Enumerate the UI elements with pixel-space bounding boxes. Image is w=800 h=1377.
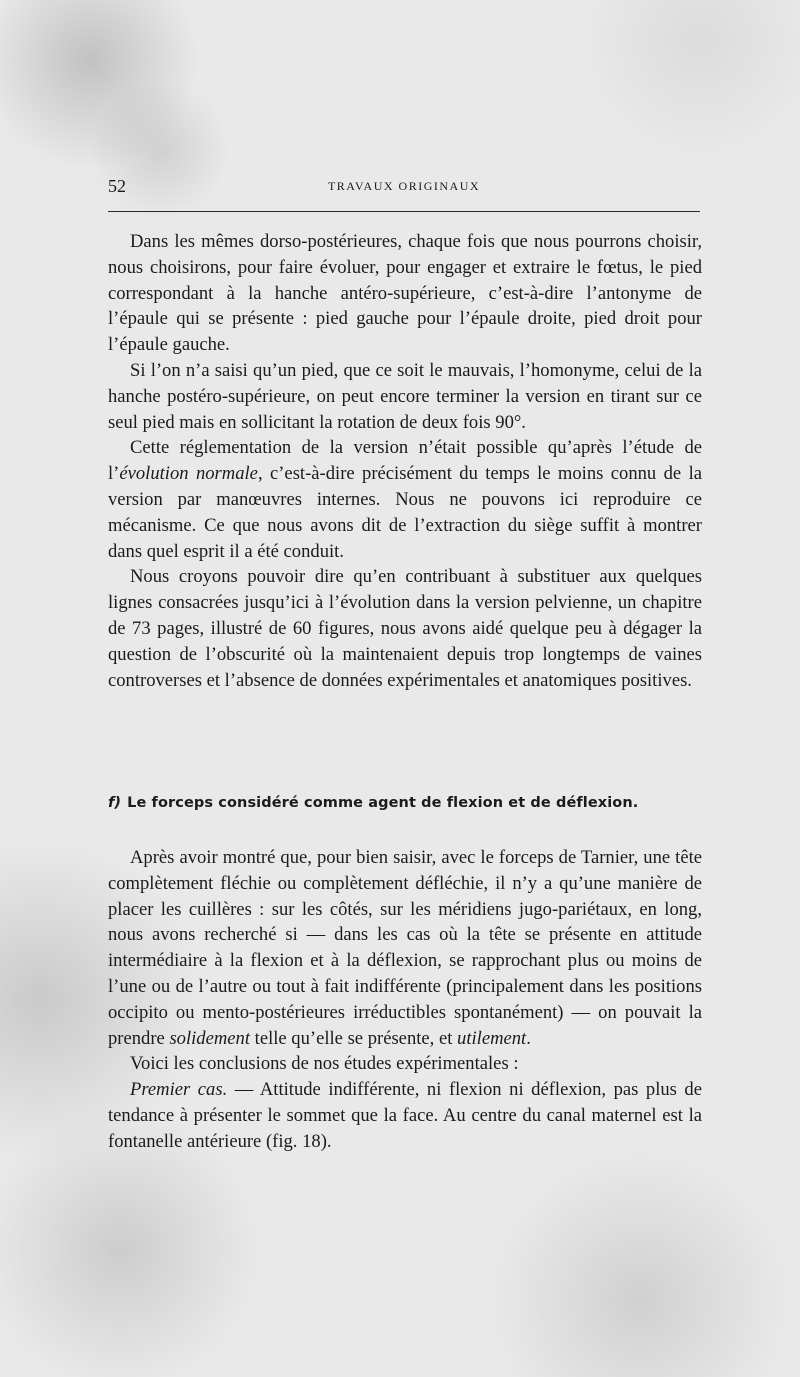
page-header (108, 176, 700, 200)
paragraph (108, 845, 702, 1051)
page-number: 52 (108, 176, 126, 196)
emphasis: solidement (169, 1027, 250, 1049)
body-text-bottom (108, 845, 702, 1155)
running-title: TRAVAUX ORIGINAUX (327, 179, 481, 193)
emphasis: utilement (457, 1027, 527, 1049)
text-run: Après avoir montré que, pour bien saisir, avec le forceps de Tarnier, une tête complètement fléchie ou complètement défléchie, il n’y a qu’une manière de placer les cuillères : sur les côtés, sur les méridiens jugo-pariétaux, en long, nous avons recherché si — dans les cas où la tête se présente en attitude intermédiaire à la flexion et à la déflexion, se rapprochant plus ou moins de l’une ou de l’autre ou tout à fait indifférente (principalement dans les positions occipito ou mento-postérieures irréductibles spontanément) — on pouvait la prendre (108, 847, 702, 1049)
text-run: Cette réglementation de la version n’était possible qu’après l’étude de l’ (108, 437, 702, 485)
text-run: . (526, 1027, 531, 1049)
body-text-top (108, 229, 702, 693)
text-run: telle qu’elle se présente, et (250, 1027, 458, 1049)
text-run: — Attitude indifférente, ni flexion ni déflexion, pas plus de tendance à présenter le sommet que la face. Au centre du canal maternel est la fontanelle antérieure (fig. 18). (108, 1079, 702, 1152)
section-label: f) (108, 795, 122, 811)
section-heading (108, 795, 702, 811)
paragraph (108, 1077, 702, 1154)
emphasis: évolution normale (119, 463, 258, 485)
paragraph: Si l’on n’a saisi qu’un pied, que ce soit le mauvais, l’homonyme, celui de la hanche postéro-supérieure, on peut encore terminer la version en tirant sur ce seul pied mais en sollicitant la rotation de deux fois 90°. (108, 359, 702, 433)
section-title: Le forceps considéré comme agent de flexion et de déflexion. (127, 795, 639, 811)
emphasis: Premier cas. (130, 1079, 228, 1101)
text-run: , c’est-à-dire précisément du temps le moins connu de la version par manœuvres internes. Nous ne pouvons ici reproduire ce mécanisme. Ce que nous avons dit de l’extraction du siège suffit à montrer dans quel esprit il a été conduit. (108, 463, 703, 562)
header-rule (108, 211, 700, 212)
paragraph: Voici les conclusions de nos études expérimentales : (130, 1053, 519, 1075)
paragraph: Nous croyons pouvoir dire qu’en contribuant à substituer aux quelques lignes consacrées jusqu’ici à l’évolution dans la version pelvienne, un chapitre de 73 pages, illustré de 60 figures, nous avons aidé quelque peu à dégager la question de l’obscurité où la maintenaient depuis trop longtemps de vaines controverses et l’absence de données expérimentales et anatomiques positives. (108, 566, 702, 691)
paragraph: Dans les mêmes dorso-postérieures, chaque fois que nous pourrons choisir, nous choisirons, pour faire évoluer, pour engager et extraire le fœtus, le pied correspondant à la hanche antéro-supérieure, c’est-à-dire l’antonyme de l’épaule qui se présente : pied gauche pour l’épaule droite, pied droit pour l’épaule gauche. (108, 231, 702, 356)
paragraph (108, 435, 702, 564)
